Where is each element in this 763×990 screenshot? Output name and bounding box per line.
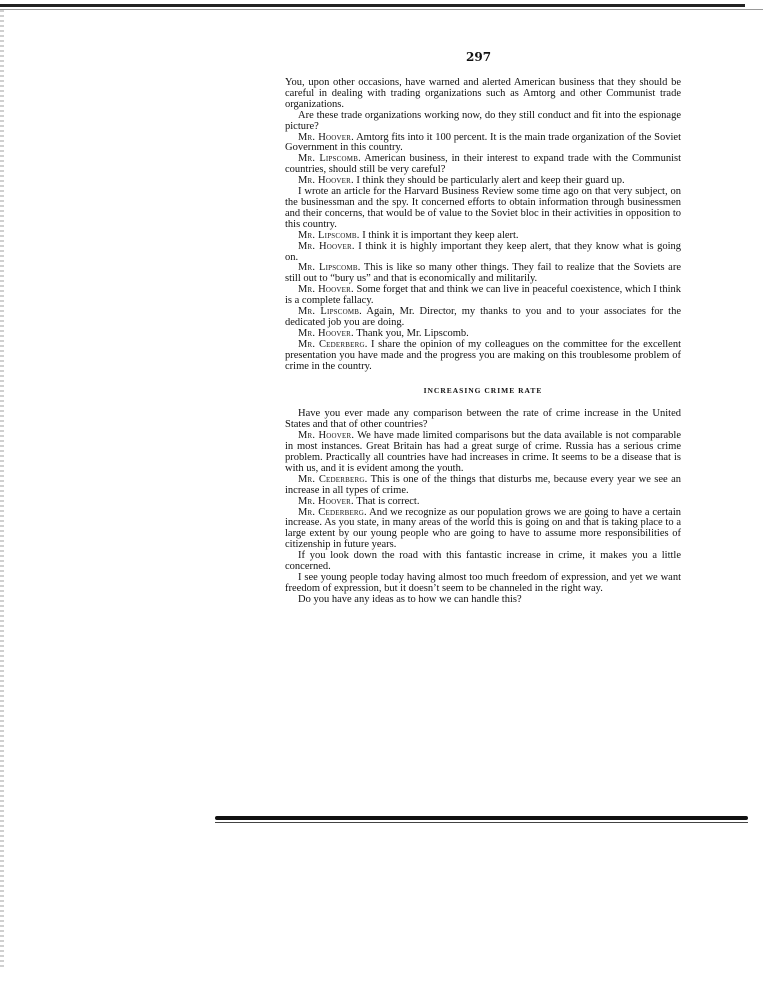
paragraph-text: That is correct. — [353, 495, 420, 507]
speaker-name: Mr. Cederberg. — [298, 473, 368, 485]
bottom-paragraphs — [285, 409, 681, 605]
paragraph — [285, 551, 681, 573]
speaker-name: Mr. Hoover. — [298, 175, 354, 187]
paragraph-text: You, upon other occasions, have warned and alerted American business that they should be careful in dealing with trading organizations such as Amtorg and other Communist trade organizations. — [285, 77, 681, 110]
speaker-name: Mr. Lipscomb. — [298, 229, 360, 241]
paragraph — [285, 573, 681, 595]
paragraph — [285, 263, 681, 285]
top-border-thin-rule — [0, 9, 763, 10]
paragraph-text: Again, Mr. Director, my thanks to you and to your associates for the dedicated job you are doing. — [285, 306, 681, 328]
paragraph — [285, 242, 681, 264]
speaker-name: Mr. Hoover. — [298, 131, 354, 143]
scan-left-edge — [0, 10, 4, 970]
bottom-border-rule — [215, 816, 748, 820]
paragraph — [285, 431, 681, 475]
paragraph — [285, 78, 681, 111]
paragraph — [285, 409, 681, 431]
paragraph-text: I see young people today having almost too much freedom of expression, and yet we want freedom of expression, but it doesn’t seem to be channeled in the right way. — [285, 571, 681, 594]
speaker-name: Mr. Cederberg. — [298, 338, 368, 350]
paragraph — [285, 111, 681, 133]
paragraph-text: This is like so many other things. They fail to realize that the Soviets are still out to “bury us” and that is economically and militarily. — [285, 262, 681, 285]
paragraph-text: I think they should be particularly alert and keep their guard up. — [353, 175, 625, 187]
paragraph-text: I share the opinion of my colleagues on the committee for the excellent presentation you have made and the progress you are making on this troublesome problem of crime in the country. — [285, 338, 681, 372]
page-body — [285, 78, 681, 606]
paragraph-text: Some forget that and think we can live in peaceful coexistence, which I think is a complete fallacy. — [285, 284, 681, 307]
paragraph-text: And we recognize as our population grows we are going to have a certain increase. As you state, in many areas of the world this is going on and that is taking place to a large extent by our young people who are going to have to assume more responsibilities of citizenship in future years. — [285, 506, 681, 551]
paragraph-text: I think it is important they keep alert. — [359, 229, 519, 241]
speaker-name: Mr. Lipscomb. — [298, 306, 362, 318]
section-heading: INCREASING CRIME RATE — [423, 386, 543, 396]
paragraph — [285, 508, 681, 552]
paragraph-text: We have made limited comparisons but the data available is not comparable in most instances. Great Britain has had a great surge of crime. Russia has a serious crime problem. Practically all countries have had increases in crime. It seems to be a disease that is with us, and it is evident among the youth. — [285, 430, 681, 474]
paragraph — [285, 187, 681, 231]
bottom-border-thin-rule — [215, 822, 748, 823]
paragraph-text: Thank you, Mr. Lipscomb. — [353, 327, 469, 339]
page-number: 297 — [466, 50, 492, 64]
paragraph-text: I think it is highly important they keep alert, that they know what is going on. — [285, 240, 681, 263]
paragraph-text: This is one of the things that disturbs me, because every year we see an increase in all types of crime. — [285, 473, 681, 496]
paragraph — [285, 285, 681, 307]
speaker-name: Mr. Hoover. — [298, 327, 354, 339]
paragraph-text: Are these trade organizations working now, do they still conduct and fit into the espionage picture? — [285, 109, 681, 132]
paragraph — [285, 475, 681, 497]
speaker-name: Mr. Cederberg. — [298, 506, 367, 518]
speaker-name: Mr. Hoover. — [298, 495, 354, 507]
paragraph — [285, 595, 681, 606]
paragraph-text: Amtorg fits into it 100 percent. It is the main trade organization of the Soviet Government in this country. — [285, 131, 681, 154]
paragraph-text: Have you ever made any comparison between the rate of crime increase in the United States and that of other countries? — [285, 408, 681, 431]
speaker-name: Mr. Lipscomb. — [298, 262, 361, 274]
paragraph — [285, 307, 681, 329]
paragraph — [285, 154, 681, 176]
paragraph-text: If you look down the road with this fantastic increase in crime, it makes you a little concerned. — [285, 550, 681, 573]
paragraph-text: Do you have any ideas as to how we can handle this? — [298, 593, 522, 605]
speaker-name: Mr. Lipscomb. — [298, 153, 361, 165]
paragraph-text: I wrote an article for the Harvard Business Review some time ago on that very subject, on the businessman and the spy. It concerned efforts to obtain information through businessmen and their concerns, that would be of value to the Soviet bloc in their activities in opposition to this country. — [285, 186, 681, 230]
top-paragraphs — [285, 78, 681, 372]
paragraph-text: American business, in their interest to expand trade with the Communist countries, should still be very careful? — [285, 153, 681, 176]
speaker-name: Mr. Hoover. — [298, 240, 355, 252]
speaker-name: Mr. Hoover. — [298, 430, 355, 442]
paragraph — [285, 133, 681, 155]
paragraph — [285, 340, 681, 373]
top-border-rule — [0, 4, 745, 7]
speaker-name: Mr. Hoover. — [298, 284, 354, 296]
